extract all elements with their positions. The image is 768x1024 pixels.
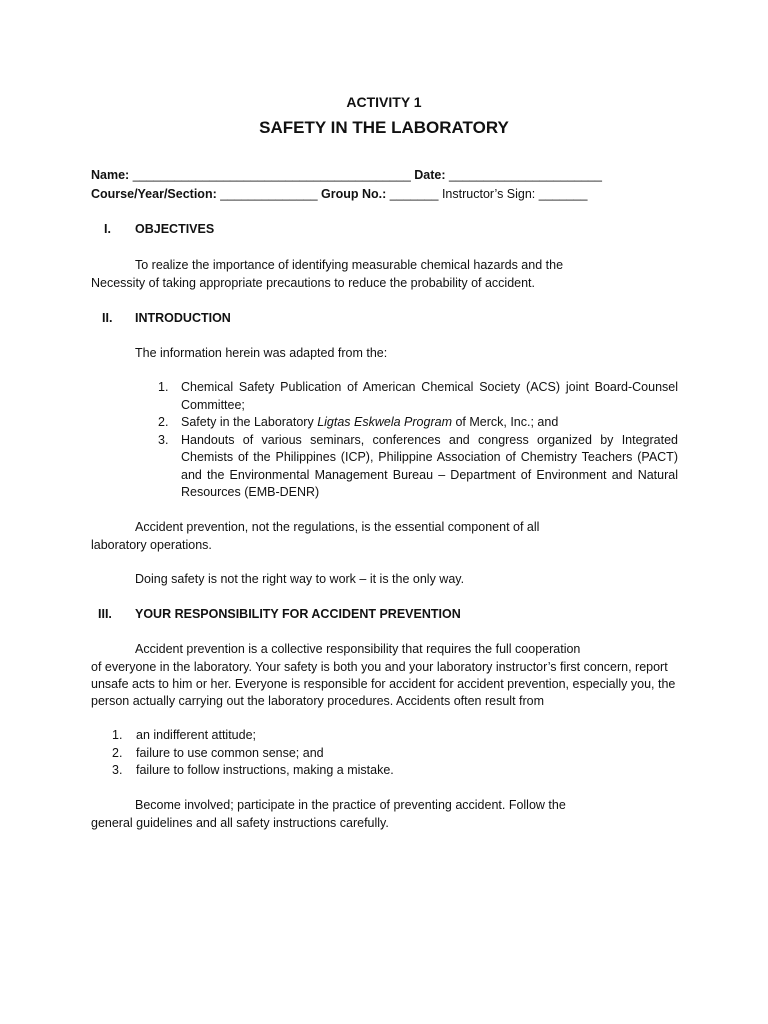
course-group-line <box>91 186 587 204</box>
instructor-label: Instructor’s Sign: <box>441 187 536 201</box>
prevention-line2: laboratory operations. <box>91 538 212 552</box>
date-blank[interactable]: ______________________ <box>449 168 602 182</box>
closing-line2: general guidelines and all safety instructions carefully. <box>91 816 389 830</box>
list-number: 1. <box>112 728 123 742</box>
list-number: 3. <box>112 763 123 777</box>
list-text: Chemical Safety Publication of American Chemical Society (ACS) joint Board-Counsel Committee; <box>181 380 678 412</box>
list-number: 3. <box>158 432 169 447</box>
doing-safety-text: Doing safety is not the right way to work – it is the only way. <box>135 572 465 586</box>
causes-list <box>112 727 636 780</box>
instructor-blank[interactable]: _______ <box>538 187 588 201</box>
introduction-lead: The information herein was adapted from the: <box>135 346 388 360</box>
sources-list <box>158 379 678 502</box>
section-heading-introduction: INTRODUCTION <box>135 311 231 325</box>
list-number: 1. <box>158 380 169 394</box>
list-item <box>158 414 678 432</box>
course-label: Course/Year/Section: <box>91 187 217 201</box>
objectives-text-line2: Necessity of taking appropriate precautions to reduce the probability of accident. <box>91 276 536 290</box>
list-number: 2. <box>112 745 123 760</box>
name-label: Name: <box>91 168 130 182</box>
list-item <box>112 762 636 780</box>
name-date-line <box>91 167 602 185</box>
closing-line1: Become involved; participate in the practice of preventing accident. Follow the <box>135 798 566 812</box>
section-heading-objectives: OBJECTIVES <box>135 222 215 236</box>
section-numeral-introduction: II. <box>102 311 113 325</box>
group-label: Group No.: <box>321 187 387 201</box>
list-item <box>112 745 636 763</box>
activity-number: ACTIVITY 1 <box>346 94 422 110</box>
list-text: failure to use common sense; and <box>136 745 324 760</box>
list-item <box>158 432 678 502</box>
section-numeral-responsibility: III. <box>98 607 112 621</box>
list-text-post: of Merck, Inc.; and <box>451 415 559 429</box>
list-item <box>158 379 678 414</box>
list-text-pre: Safety in the Laboratory <box>181 415 318 429</box>
list-text: an indifferent attitude; <box>136 728 256 742</box>
list-text: Handouts of various seminars, conferences and congress organized by Integrated Chemists of the Philippines (ICP), Philippine Association of Chemistry Teachers (PACT) and the Environmental Management Bureau – Department of Environment and Natural Resources (EMB-DENR) <box>181 432 678 499</box>
page-title: SAFETY IN THE LABORATORY <box>259 118 509 137</box>
responsibility-line4: person actually carrying out the laboratory procedures. Accidents often result from <box>91 694 545 708</box>
responsibility-line2: of everyone in the laboratory. Your safety is both you and your laboratory instructor’s first concern, report <box>91 660 668 674</box>
group-blank[interactable]: _______ <box>389 187 439 201</box>
list-number: 2. <box>158 415 169 429</box>
date-label: Date: <box>414 168 446 182</box>
section-heading-responsibility: YOUR RESPONSIBILITY FOR ACCIDENT PREVENTION <box>135 607 461 621</box>
name-blank[interactable]: ________________________________________ <box>132 168 411 182</box>
program-name: Ligtas Eskwela Program <box>317 415 452 429</box>
responsibility-line3: unsafe acts to him or her. Everyone is responsible for accident for accident prevention, especially you, the <box>91 677 676 691</box>
objectives-text-line1: To realize the importance of identifying measurable chemical hazards and the <box>135 258 564 272</box>
prevention-line1: Accident prevention, not the regulations, is the essential component of all <box>135 520 540 534</box>
course-blank[interactable]: ______________ <box>220 187 318 201</box>
section-numeral-objectives: I. <box>104 222 111 236</box>
responsibility-line1: Accident prevention is a collective responsibility that requires the full cooperation <box>135 642 581 656</box>
list-text: failure to follow instructions, making a mistake. <box>136 763 394 777</box>
list-item <box>112 727 636 745</box>
